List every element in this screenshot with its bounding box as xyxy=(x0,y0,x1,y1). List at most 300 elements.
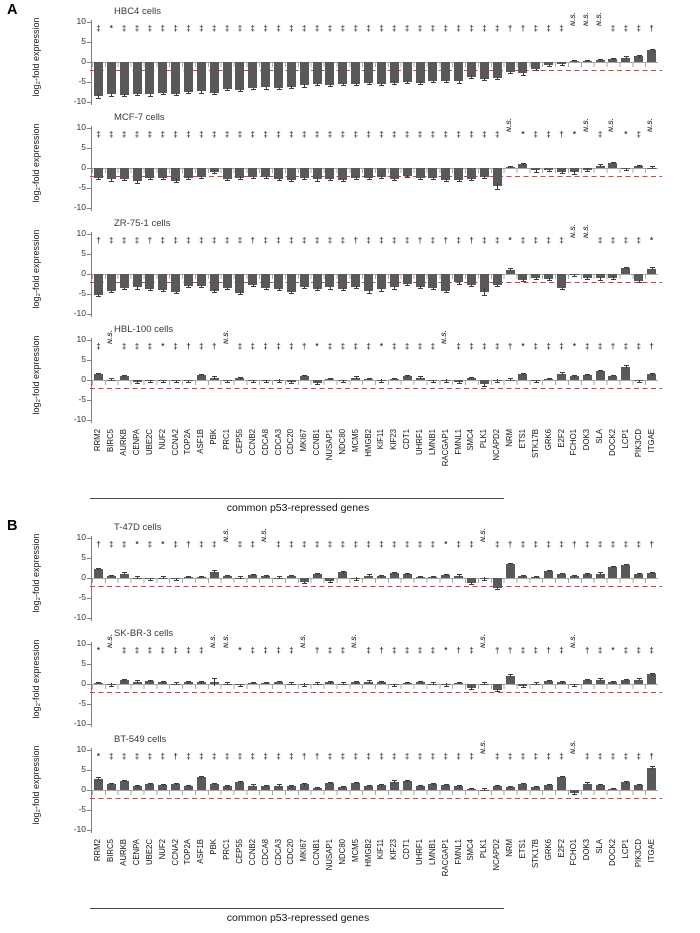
bar xyxy=(235,62,244,90)
bar xyxy=(197,62,206,91)
chart-title: HBC4 cells xyxy=(114,6,161,17)
bar xyxy=(506,676,515,684)
gene-label: RRM2 xyxy=(93,839,103,862)
error-bar-cap xyxy=(431,179,436,180)
y-tick-mark xyxy=(87,168,91,169)
error-bar-cap xyxy=(547,66,552,67)
y-tick-label: 10 xyxy=(76,228,86,239)
error-bar-cap xyxy=(315,181,320,182)
significance-marker: † xyxy=(443,236,448,245)
significance-marker: † xyxy=(211,342,217,351)
error-bar-cap xyxy=(585,171,590,172)
error-bar-cap xyxy=(637,55,642,56)
significance-marker: ‡ xyxy=(109,540,114,549)
significance-marker: ‡ xyxy=(482,342,487,351)
gene-label: CDT1 xyxy=(402,429,412,450)
significance-marker: ‡ xyxy=(302,130,307,139)
y-tick-label: -5 xyxy=(78,75,86,86)
error-bar-cap xyxy=(482,80,487,81)
significance-marker: ‡ xyxy=(404,342,410,351)
gene-label: MCM5 xyxy=(350,429,360,452)
significance-marker: ‡ xyxy=(559,540,564,549)
significance-marker: ‡ xyxy=(353,24,358,33)
significance-marker: ‡ xyxy=(469,540,474,549)
error-bar-cap xyxy=(392,180,397,181)
significance-marker: ‡ xyxy=(430,236,436,245)
gene-label: PRC1 xyxy=(222,839,232,860)
y-axis-title: log₂-fold expression xyxy=(31,335,41,415)
bar xyxy=(94,274,103,295)
significance-marker: ‡ xyxy=(456,24,461,33)
error-bar-cap xyxy=(199,287,204,288)
significance-marker: ‡ xyxy=(327,130,333,139)
gene-label: HMGB2 xyxy=(363,839,373,867)
error-bar-cap xyxy=(289,181,294,182)
error-bar-cap xyxy=(379,291,384,292)
significance-marker: ‡ xyxy=(494,24,500,33)
significance-marker: ‡ xyxy=(494,236,500,245)
error-bar-cap xyxy=(534,382,539,383)
error-bar-cap xyxy=(637,165,642,166)
error-bar-cap xyxy=(418,785,423,786)
y-tick-label: 0 xyxy=(81,56,86,66)
error-bar-cap xyxy=(431,382,436,383)
significance-marker: ‡ xyxy=(546,540,551,549)
significance-marker: ‡ xyxy=(250,646,256,655)
error-bar-cap xyxy=(585,782,590,783)
error-bar-cap xyxy=(238,686,243,687)
significance-marker: ‡ xyxy=(623,540,629,549)
bar xyxy=(313,62,322,84)
bar xyxy=(403,62,412,82)
significance-marker: † xyxy=(507,646,513,655)
error-bar-cap xyxy=(148,580,153,581)
significance-marker: * xyxy=(444,646,448,655)
error-bar-cap xyxy=(482,788,487,789)
gene-label: UBE2C xyxy=(144,429,154,455)
error-bar-cap xyxy=(328,681,333,682)
significance-marker: ‡ xyxy=(147,342,153,351)
error-bar-cap xyxy=(341,290,346,291)
bar xyxy=(248,62,257,88)
y-tick-label: 0 xyxy=(81,784,86,794)
gene-label: FMNL1 xyxy=(453,839,463,865)
error-bar-cap xyxy=(521,575,526,576)
error-bar xyxy=(214,678,215,686)
bar xyxy=(377,62,386,84)
repressed-genes-underline xyxy=(90,498,504,499)
gene-label: FCHO1 xyxy=(569,429,579,456)
error-bar-cap xyxy=(469,377,474,378)
error-bar-cap xyxy=(109,378,114,379)
error-bar-cap xyxy=(354,376,359,377)
error-bar-cap xyxy=(560,681,565,682)
error-bar-cap xyxy=(482,178,487,179)
y-tick-label: 5 xyxy=(81,248,86,259)
significance-marker: ‡ xyxy=(250,24,256,33)
significance-marker: ‡ xyxy=(121,130,127,139)
y-tick-mark xyxy=(87,618,91,619)
significance-marker: ‡ xyxy=(417,24,423,33)
significance-marker: † xyxy=(379,646,384,655)
error-bar-cap xyxy=(161,291,166,292)
error-bar-cap xyxy=(135,680,140,681)
gene-label: CDC20 xyxy=(286,429,296,455)
significance-marker: † xyxy=(507,24,513,33)
significance-marker: ‡ xyxy=(610,24,616,33)
gene-label: SLA xyxy=(595,839,605,854)
significance-marker: N.S. xyxy=(582,12,590,27)
significance-marker: ‡ xyxy=(520,540,526,549)
error-bar-cap xyxy=(495,79,500,80)
significance-marker: † xyxy=(469,236,474,245)
error-bar-cap xyxy=(392,780,397,781)
significance-marker: ‡ xyxy=(353,752,358,761)
significance-marker: ‡ xyxy=(366,24,371,33)
significance-marker: ‡ xyxy=(121,646,127,655)
significance-marker: N.S. xyxy=(106,330,114,345)
error-bar-cap xyxy=(405,83,410,84)
error-bar-cap xyxy=(444,181,449,182)
error-bar-cap xyxy=(598,59,603,60)
error-bar-cap xyxy=(367,179,372,180)
significance-marker: * xyxy=(521,342,525,351)
significance-marker: N.S. xyxy=(222,330,230,345)
error-bar-cap xyxy=(508,674,513,675)
error-bar-cap xyxy=(264,289,269,290)
chart-hbc4-cells xyxy=(0,4,700,110)
significance-marker: ‡ xyxy=(289,130,294,139)
significance-marker: † xyxy=(417,236,423,245)
significance-marker: ‡ xyxy=(559,24,564,33)
error-bar-cap xyxy=(341,181,346,182)
significance-marker: ‡ xyxy=(443,24,448,33)
y-tick-mark xyxy=(87,400,91,401)
bar xyxy=(133,62,142,94)
error-bar-cap xyxy=(289,383,294,384)
significance-marker: * xyxy=(572,342,576,351)
y-tick-mark xyxy=(87,254,91,255)
error-bar-cap xyxy=(650,267,655,268)
significance-marker: ‡ xyxy=(314,24,320,33)
error-bar-cap xyxy=(379,382,384,383)
gene-label: CCNB2 xyxy=(247,839,257,866)
significance-marker: ‡ xyxy=(392,752,397,761)
error-bar-cap xyxy=(302,375,307,376)
bar xyxy=(480,62,489,79)
significance-marker: ‡ xyxy=(327,540,333,549)
error-bar-cap xyxy=(354,580,359,581)
error-bar-cap xyxy=(560,776,565,777)
bar xyxy=(210,274,219,291)
gene-label: CENPA xyxy=(132,839,142,866)
y-tick-label: -10 xyxy=(73,413,86,424)
gene-label: NCAPD2 xyxy=(492,429,502,461)
significance-marker: ‡ xyxy=(456,540,461,549)
significance-marker: ‡ xyxy=(443,130,448,139)
error-bar-cap xyxy=(277,784,282,785)
error-bar-cap xyxy=(585,573,590,574)
gene-label: RRM2 xyxy=(93,429,103,452)
error-bar-cap xyxy=(367,574,372,575)
gene-label: CDCA3 xyxy=(273,429,283,456)
y-tick-mark xyxy=(87,684,91,685)
bar xyxy=(274,62,283,88)
significance-marker: ‡ xyxy=(314,130,320,139)
chart-zr-75-1-cells xyxy=(0,216,700,322)
significance-marker: ‡ xyxy=(353,342,358,351)
error-bar-cap xyxy=(637,678,642,679)
error-bar-cap xyxy=(186,179,191,180)
y-tick-label: 5 xyxy=(81,36,86,47)
error-bar-cap xyxy=(379,681,384,682)
error-bar-cap xyxy=(315,787,320,788)
significance-marker: ‡ xyxy=(392,342,397,351)
y-tick-label: -5 xyxy=(78,697,86,708)
y-axis-title: log₂-fold expression xyxy=(31,639,41,719)
significance-marker: ‡ xyxy=(430,540,436,549)
error-bar-cap xyxy=(482,580,487,581)
error-bar-cap xyxy=(469,286,474,287)
plot-area xyxy=(73,528,658,622)
gene-label: PRC1 xyxy=(222,429,232,450)
significance-marker: ‡ xyxy=(314,540,320,549)
significance-marker: ‡ xyxy=(121,236,127,245)
error-bar-cap xyxy=(457,284,462,285)
significance-marker: † xyxy=(96,236,101,245)
significance-marker: ‡ xyxy=(211,540,217,549)
gene-label: CDT1 xyxy=(402,839,412,860)
significance-marker: ‡ xyxy=(109,130,114,139)
bar xyxy=(454,62,463,81)
significance-marker: ‡ xyxy=(211,24,217,33)
error-bar-cap xyxy=(212,570,217,571)
bar xyxy=(287,274,296,292)
error-bar-cap xyxy=(379,784,384,785)
significance-marker: † xyxy=(173,752,178,761)
error-bar-cap xyxy=(96,373,101,374)
significance-marker: ‡ xyxy=(430,646,436,655)
significance-marker: N.S. xyxy=(608,118,616,133)
significance-marker: ‡ xyxy=(263,752,268,761)
error-bar-cap xyxy=(611,375,616,376)
gene-label: FCHO1 xyxy=(569,839,579,866)
significance-marker: ‡ xyxy=(379,130,384,139)
significance-marker: ‡ xyxy=(585,752,590,761)
bar xyxy=(171,62,180,94)
error-bar-cap xyxy=(585,679,590,680)
significance-marker: † xyxy=(520,24,526,33)
significance-marker: ‡ xyxy=(597,130,603,139)
error-bar-cap xyxy=(560,573,565,574)
significance-marker: N.S. xyxy=(569,740,577,755)
bar xyxy=(338,274,347,289)
y-tick-mark xyxy=(87,360,91,361)
panel-a-label: A xyxy=(7,2,18,18)
significance-marker: ‡ xyxy=(469,130,474,139)
error-bar-cap xyxy=(444,784,449,785)
significance-marker: ‡ xyxy=(417,752,423,761)
gene-label: DOK3 xyxy=(582,839,592,861)
error-bar-cap xyxy=(161,784,166,785)
error-bar-cap xyxy=(225,180,230,181)
bar xyxy=(145,274,154,289)
error-bar-cap xyxy=(148,96,153,97)
error-bar-cap xyxy=(251,382,256,383)
error-bar-cap xyxy=(637,382,642,383)
gene-label: PLK1 xyxy=(479,429,489,449)
y-tick-mark xyxy=(87,578,91,579)
error-bar-cap xyxy=(174,382,179,383)
significance-marker: ‡ xyxy=(199,342,204,351)
bar xyxy=(493,62,502,78)
y-tick-mark xyxy=(87,128,91,129)
significance-marker: N.S. xyxy=(261,528,269,543)
significance-marker: ‡ xyxy=(533,130,539,139)
significance-marker: * xyxy=(444,540,448,549)
significance-marker: ‡ xyxy=(533,236,539,245)
significance-marker: ‡ xyxy=(456,236,461,245)
y-tick-mark xyxy=(87,148,91,149)
error-bar-cap xyxy=(482,386,487,387)
error-bar-cap xyxy=(354,179,359,180)
y-tick-mark xyxy=(87,82,91,83)
gene-label: STK17B xyxy=(530,429,540,459)
error-bar-cap xyxy=(469,180,474,181)
significance-marker: ‡ xyxy=(134,24,140,33)
significance-marker: ‡ xyxy=(199,236,204,245)
y-tick-label: -10 xyxy=(73,307,86,318)
bar xyxy=(274,274,283,289)
significance-marker: ‡ xyxy=(533,24,539,33)
error-bar-cap xyxy=(96,179,101,180)
significance-marker: ‡ xyxy=(404,130,410,139)
bar xyxy=(300,62,309,85)
significance-marker: ‡ xyxy=(340,646,346,655)
bar xyxy=(94,62,103,96)
error-bar-cap xyxy=(135,576,140,577)
significance-marker: ‡ xyxy=(623,236,629,245)
y-tick-label: -10 xyxy=(73,717,86,728)
error-bar-cap xyxy=(508,563,513,564)
error-bar-cap xyxy=(508,268,513,269)
error-bar-cap xyxy=(199,374,204,375)
error-bar-cap xyxy=(174,95,179,96)
y-tick-mark xyxy=(87,558,91,559)
significance-marker: ‡ xyxy=(430,130,436,139)
error-bar-cap xyxy=(521,783,526,784)
y-tick-label: 10 xyxy=(76,16,86,27)
significance-marker: † xyxy=(456,646,461,655)
error-bar-cap xyxy=(148,382,153,383)
error-bar-cap xyxy=(328,582,333,583)
significance-marker: N.S. xyxy=(106,634,114,649)
error-bar-cap xyxy=(199,178,204,179)
chart-mcf-7-cells xyxy=(0,110,700,216)
significance-marker: ‡ xyxy=(263,130,268,139)
error-bar-cap xyxy=(367,293,372,294)
error-bar-cap xyxy=(379,575,384,576)
error-bar-cap xyxy=(572,60,577,61)
significance-marker: † xyxy=(649,342,654,351)
bar xyxy=(171,274,180,292)
error-bar-cap xyxy=(122,289,127,290)
error-bar-cap xyxy=(521,281,526,282)
significance-marker: ‡ xyxy=(636,342,641,351)
error-bar-cap xyxy=(289,575,294,576)
error-bar-cap xyxy=(315,290,320,291)
significance-marker: N.S. xyxy=(299,634,307,649)
chart-title: HBL-100 cells xyxy=(114,324,174,335)
significance-marker: ‡ xyxy=(340,24,346,33)
error-bar-cap xyxy=(495,589,500,590)
significance-marker: ‡ xyxy=(546,24,551,33)
bar xyxy=(428,62,437,81)
gene-label: AURKB xyxy=(119,429,129,456)
significance-marker: ‡ xyxy=(533,646,539,655)
significance-marker: ‡ xyxy=(366,646,371,655)
significance-marker: ‡ xyxy=(623,342,629,351)
error-bar-cap xyxy=(598,280,603,281)
bar xyxy=(94,569,103,578)
error-bar-cap xyxy=(392,686,397,687)
error-bar-cap xyxy=(650,49,655,50)
y-tick-mark xyxy=(87,340,91,341)
bar xyxy=(120,62,129,95)
error-bar-cap xyxy=(225,90,230,91)
error-bar-cap xyxy=(457,574,462,575)
error-bar-cap xyxy=(148,680,153,681)
error-bar-cap xyxy=(521,163,526,164)
significance-marker: ‡ xyxy=(211,130,217,139)
error-bar-cap xyxy=(495,691,500,692)
y-tick-mark xyxy=(87,724,91,725)
bar xyxy=(235,274,244,293)
error-bar-cap xyxy=(637,573,642,574)
significance-marker: ‡ xyxy=(340,752,346,761)
significance-marker: ‡ xyxy=(366,342,371,351)
significance-marker: * xyxy=(611,646,615,655)
significance-marker: ‡ xyxy=(366,130,371,139)
error-bar-cap xyxy=(315,384,320,385)
error-bar-cap xyxy=(341,682,346,683)
error-bar-cap xyxy=(289,293,294,294)
error-bar-cap xyxy=(238,377,243,378)
error-bar-cap xyxy=(572,686,577,687)
y-axis-title: log₂-fold expression xyxy=(31,745,41,825)
significance-marker: ‡ xyxy=(430,24,436,33)
error-bar-cap xyxy=(431,289,436,290)
error-bar-cap xyxy=(341,382,346,383)
significance-marker: ‡ xyxy=(289,540,294,549)
y-tick-label: 0 xyxy=(81,162,86,172)
significance-marker: ‡ xyxy=(263,24,268,33)
bar xyxy=(338,62,347,84)
significance-marker: † xyxy=(649,24,654,33)
error-bar-cap xyxy=(315,682,320,683)
error-bar-cap xyxy=(341,571,346,572)
error-bar-cap xyxy=(572,276,577,277)
error-bar-cap xyxy=(96,777,101,778)
error-bar-cap xyxy=(225,289,230,290)
significance-marker: † xyxy=(314,752,320,761)
gene-label: UBE2C xyxy=(144,839,154,865)
significance-marker: ‡ xyxy=(417,540,423,549)
error-bar-cap xyxy=(611,566,616,567)
significance-marker: N.S. xyxy=(569,12,577,27)
gene-label: UHRF1 xyxy=(415,839,425,865)
error-bar-cap xyxy=(199,93,204,94)
